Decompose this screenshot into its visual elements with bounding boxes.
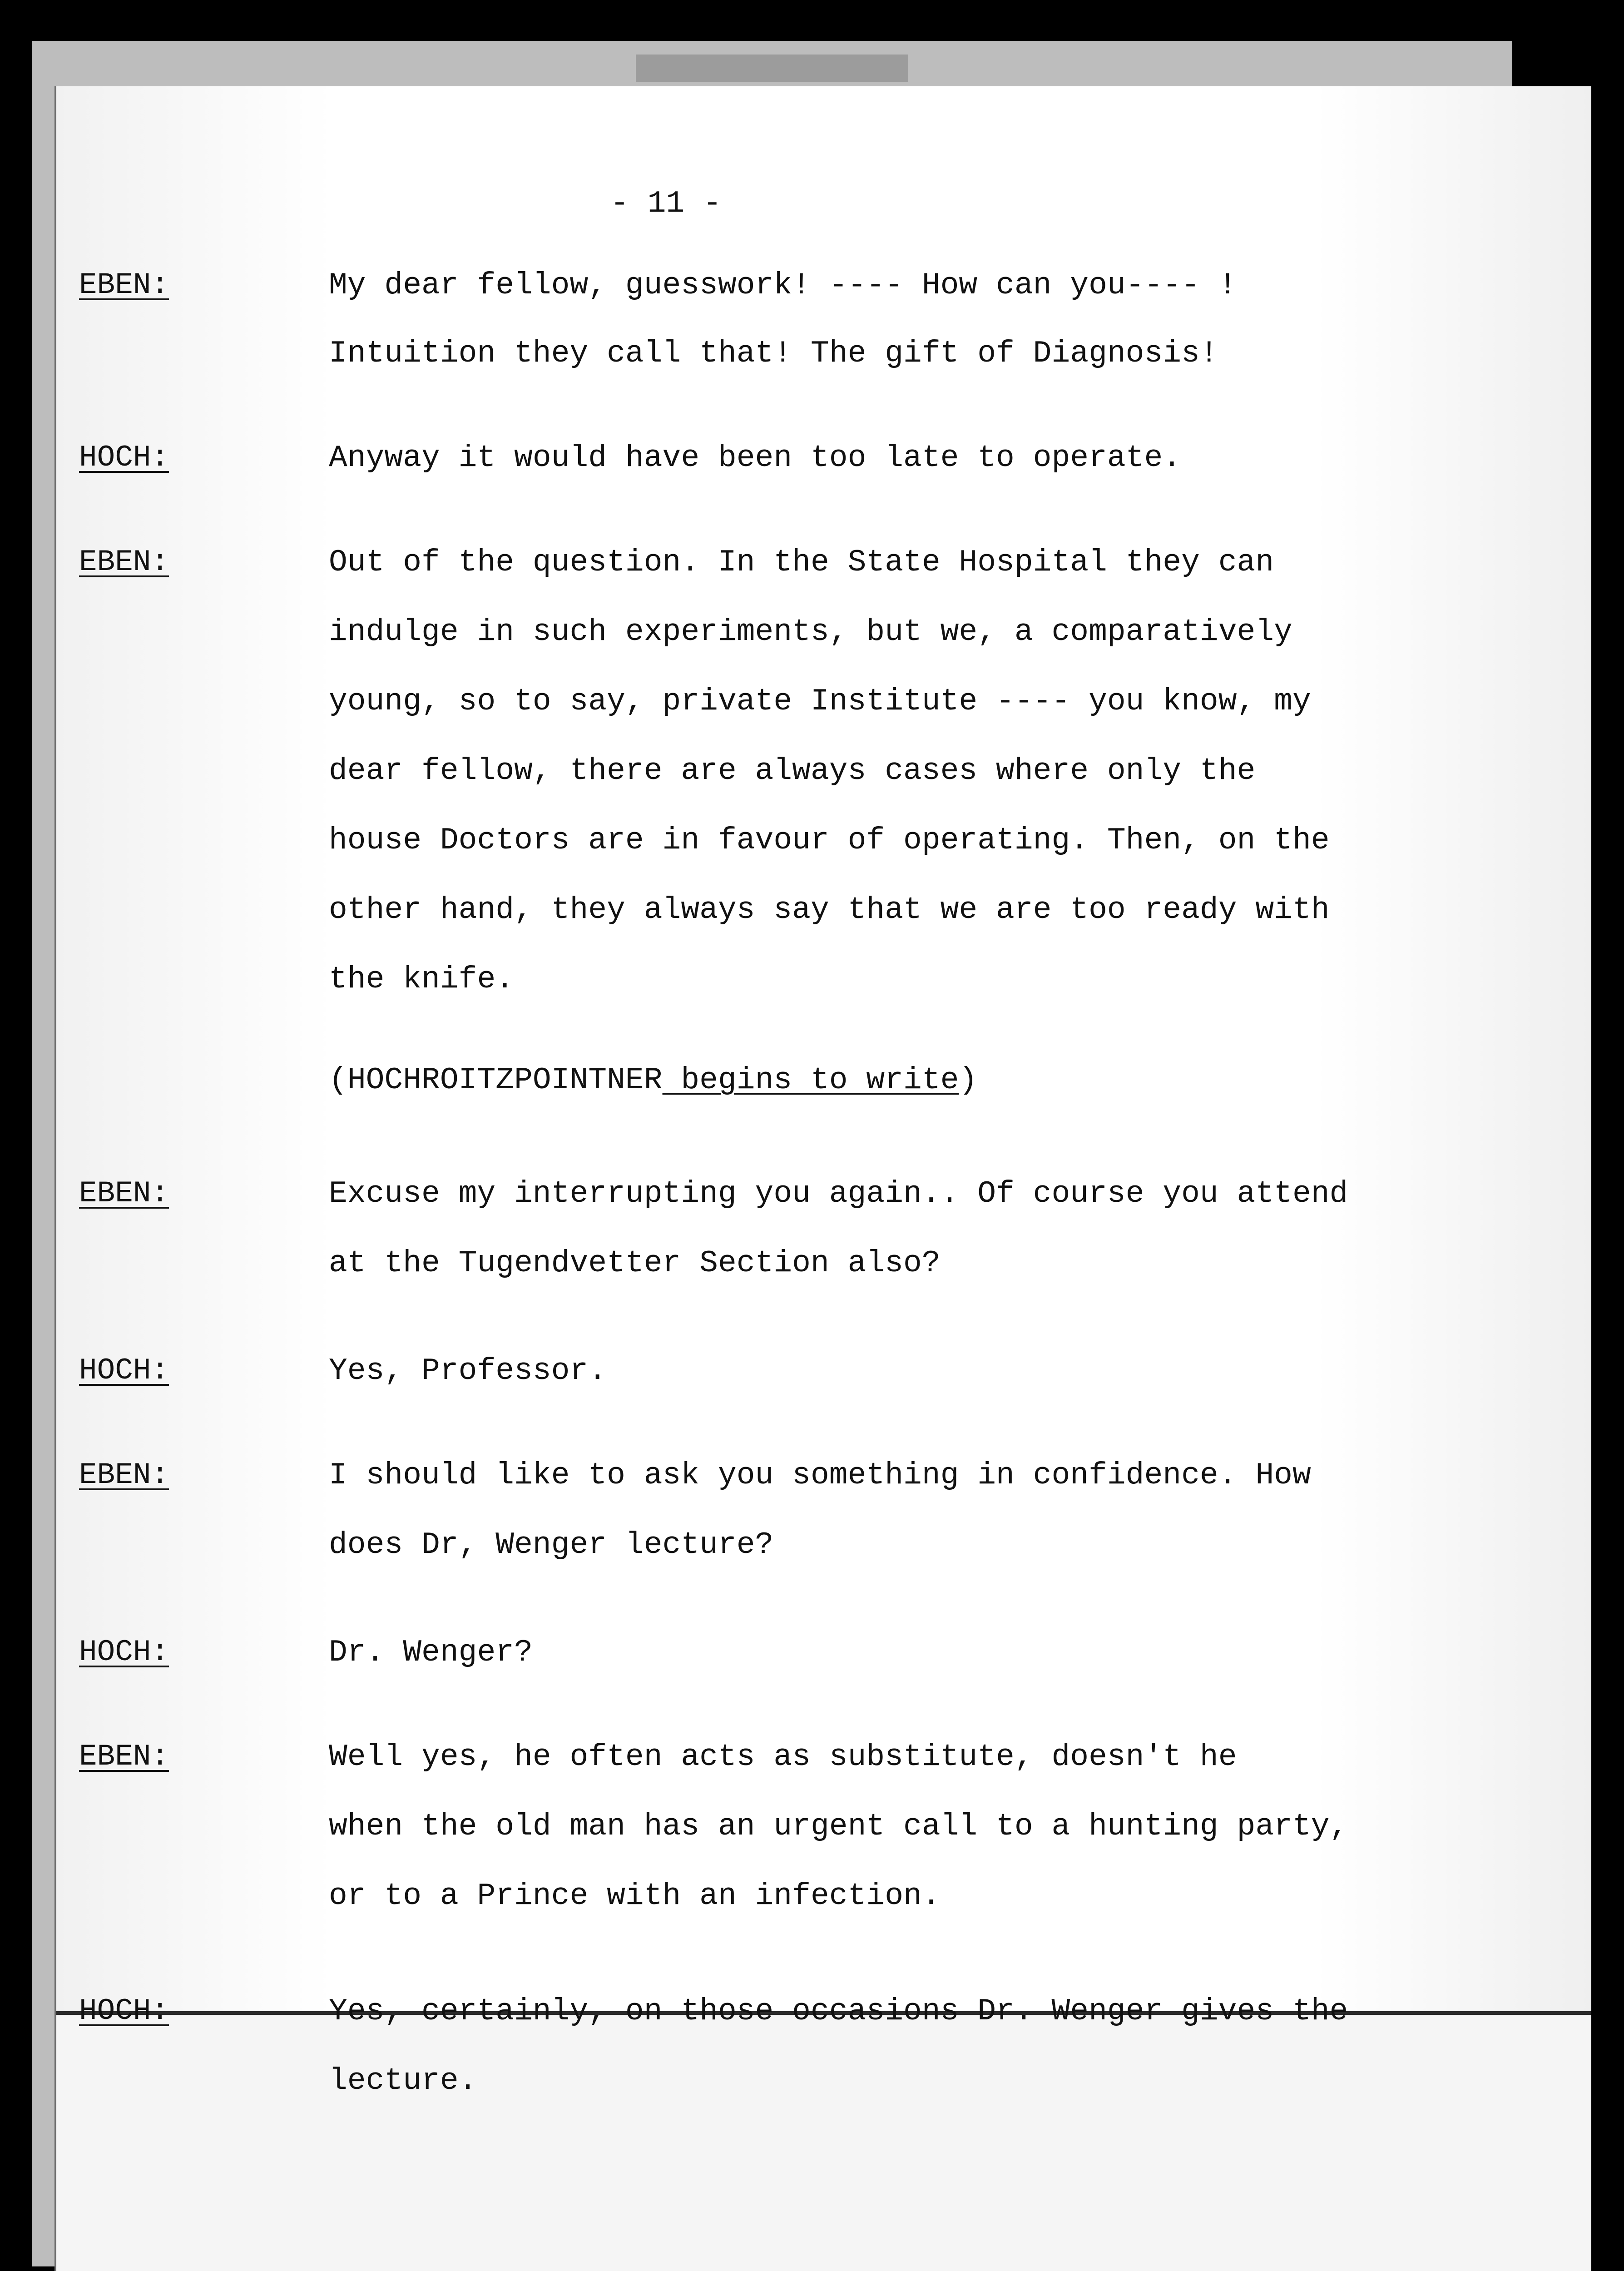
page-number: - 11 - xyxy=(610,186,722,221)
stage-direction-character: HOCHROITZPOINTNER xyxy=(347,1063,663,1098)
dialogue-line: Anyway it would have been too late to operate. xyxy=(329,441,1182,476)
stage-direction-open: ( xyxy=(329,1063,347,1098)
typescript-page xyxy=(54,86,1591,2271)
stage-direction-close: ) xyxy=(959,1063,978,1098)
dialogue-line: or to a Prince with an infection. xyxy=(329,1879,941,1914)
paper-tab xyxy=(636,55,908,82)
dialogue-line: Out of the question. In the State Hospital they can xyxy=(329,545,1274,580)
speaker-label: EBEN: xyxy=(79,1176,169,1210)
dialogue-line: indulge in such experiments, but we, a comparatively xyxy=(329,615,1292,650)
speaker-label: EBEN: xyxy=(79,545,169,579)
dialogue-line: the knife. xyxy=(329,962,515,997)
speaker-label: HOCH: xyxy=(79,1635,169,1669)
speaker-label: HOCH: xyxy=(79,1994,169,2028)
speaker-label: HOCH: xyxy=(79,441,169,475)
speaker-label: EBEN: xyxy=(79,1458,169,1492)
dialogue-line: lecture. xyxy=(329,2063,477,2098)
dialogue-line: Dr. Wenger? xyxy=(329,1635,533,1670)
dialogue-line: other hand, they always say that we are too ready with xyxy=(329,893,1330,927)
stage-direction xyxy=(329,1063,977,1098)
dialogue-line: Yes, certainly, on those occasions Dr. Wenger gives the xyxy=(329,1994,1348,2029)
dialogue-line: Intuition they call that! The gift of Diagnosis! xyxy=(329,336,1218,371)
speaker-label: EBEN: xyxy=(79,1740,169,1774)
dialogue-line: young, so to say, private Institute ---- you know, my xyxy=(329,684,1311,719)
dialogue-line: I should like to ask you something in confidence. How xyxy=(329,1458,1311,1493)
dialogue-line: when the old man has an urgent call to a hunting party, xyxy=(329,1809,1348,1844)
dialogue-line: Well yes, he often acts as substitute, doesn't he xyxy=(329,1740,1237,1775)
speaker-label: HOCH: xyxy=(79,1354,169,1388)
dialogue-line: house Doctors are in favour of operating. Then, on the xyxy=(329,823,1330,858)
stage-direction-action: begins to write xyxy=(662,1063,959,1098)
dialogue-line: Yes, Professor. xyxy=(329,1354,607,1388)
dialogue-line: at the Tugendvetter Section also? xyxy=(329,1246,941,1281)
lower-page-strip xyxy=(56,2015,1591,2271)
speaker-label: EBEN: xyxy=(79,268,169,302)
dialogue-line: Excuse my interrupting you again.. Of course you attend xyxy=(329,1176,1348,1211)
dialogue-line: dear fellow, there are always cases where only the xyxy=(329,754,1256,788)
dialogue-line: does Dr, Wenger lecture? xyxy=(329,1527,774,1562)
dialogue-line: My dear fellow, guesswork! ---- How can you---- ! xyxy=(329,268,1237,303)
